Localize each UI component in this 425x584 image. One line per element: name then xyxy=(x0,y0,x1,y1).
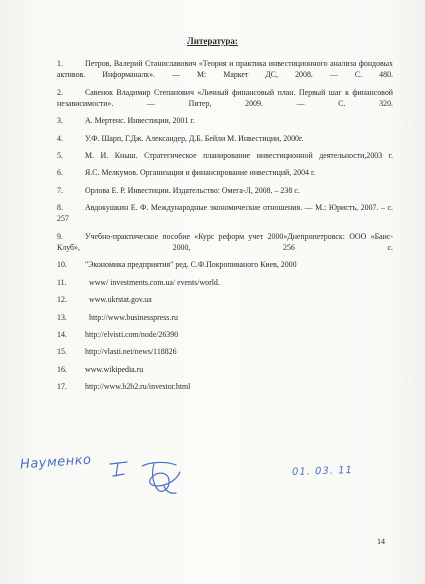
reference-item xyxy=(57,115,393,126)
reference-number: 15. xyxy=(57,347,67,357)
reference-item xyxy=(57,312,393,323)
reference-number: 5. xyxy=(57,150,63,160)
reference-item xyxy=(57,259,393,270)
reference-item xyxy=(57,294,393,305)
reference-item xyxy=(57,381,393,392)
reference-item xyxy=(57,167,393,178)
reference-number: 7. xyxy=(57,185,63,195)
reference-text: Петров, Валерий Станиславович «Теория и практика инвестиционного анализа фондовых активов. Информаналк». — М: Маркет ДС, 2008. — С. 480. xyxy=(57,59,393,80)
reference-text: Орлова Е. Р. Инвестиции. Издательство: Омега-Л, 2008. – 238 с. xyxy=(85,185,300,195)
reference-number: 16. xyxy=(57,364,67,374)
handwritten-initial-icon xyxy=(108,459,130,479)
reference-number: 12. xyxy=(57,295,67,305)
reference-number: 3. xyxy=(57,116,63,126)
reference-number: 11. xyxy=(57,277,67,287)
reference-item xyxy=(57,150,393,161)
reference-url: www.wikipedia.ru xyxy=(85,364,144,374)
reference-text: М. И. Кныш. Стратегическое планирование инвестиционной деятельности,2003 г. xyxy=(85,150,393,160)
reference-number: 6. xyxy=(57,168,63,178)
reference-number: 14. xyxy=(57,329,67,339)
reference-item xyxy=(57,133,393,144)
reference-item xyxy=(57,185,393,196)
reference-number: 4. xyxy=(57,133,63,143)
page-title: Литература: xyxy=(187,36,238,46)
reference-url: http://www.b2b2.ru/investor.html xyxy=(85,382,191,392)
reference-list xyxy=(57,58,393,398)
reference-text: У.Ф. Шарп, Г.Дж. Александер, Д.Б. Бейли М. Инвестиции, 2000г. xyxy=(85,133,304,143)
reference-url: www.ukrstat.gov.ua xyxy=(89,295,152,305)
reference-item xyxy=(57,58,393,80)
reference-item xyxy=(57,87,393,109)
reference-text: "Экономика предприятия" ред. С.Ф.Покропиваного Киев, 2000 xyxy=(85,260,297,270)
reference-url: http://elvisti.com/node/26390 xyxy=(85,329,179,339)
reference-url: www/ investments.com.ua/ events/world. xyxy=(89,277,220,287)
reference-text: Учебно-практическое пособие «Курс реформ учет 2000»Днепропетровск: ООО «Баис-Клуб», 2000, 256 с. xyxy=(57,231,393,252)
reference-number: 1. xyxy=(57,59,63,68)
reference-text: Я.С. Мелкумов. Организация и финансирование инвестиций, 2004 г. xyxy=(85,168,316,178)
reference-text: Авдокушкин Е. Ф. Международные экономические отношения. — М.: Юристъ, 2007. – с. 257 xyxy=(57,203,393,224)
handwritten-name: Науменко xyxy=(19,452,92,473)
reference-item xyxy=(57,277,393,288)
reference-url: http://vlasti.net/news/118826 xyxy=(85,347,177,357)
signature-icon xyxy=(136,456,186,498)
reference-text: Савенок Владимир Степанович «Личный финансовый план. Первый шаг к финансовой независимости». — Питер, 2009. — С. 320. xyxy=(57,87,393,108)
reference-item xyxy=(57,202,393,224)
reference-number: 10. xyxy=(57,260,67,270)
page-number: 14 xyxy=(377,537,385,546)
reference-number: 9. xyxy=(57,231,63,241)
reference-item xyxy=(57,346,393,357)
reference-number: 13. xyxy=(57,312,67,322)
reference-number: 8. xyxy=(57,203,63,213)
reference-url: http://www.businesspress.ru xyxy=(89,312,178,322)
reference-number: 17. xyxy=(57,382,67,392)
reference-item xyxy=(57,231,393,253)
reference-text: А. Мертенс. Инвестиции, 2001 г. xyxy=(85,116,195,126)
reference-number: 2. xyxy=(57,87,63,97)
handwritten-date: 01. 03. 11 xyxy=(291,464,354,479)
reference-item xyxy=(57,364,393,375)
reference-item xyxy=(57,329,393,340)
